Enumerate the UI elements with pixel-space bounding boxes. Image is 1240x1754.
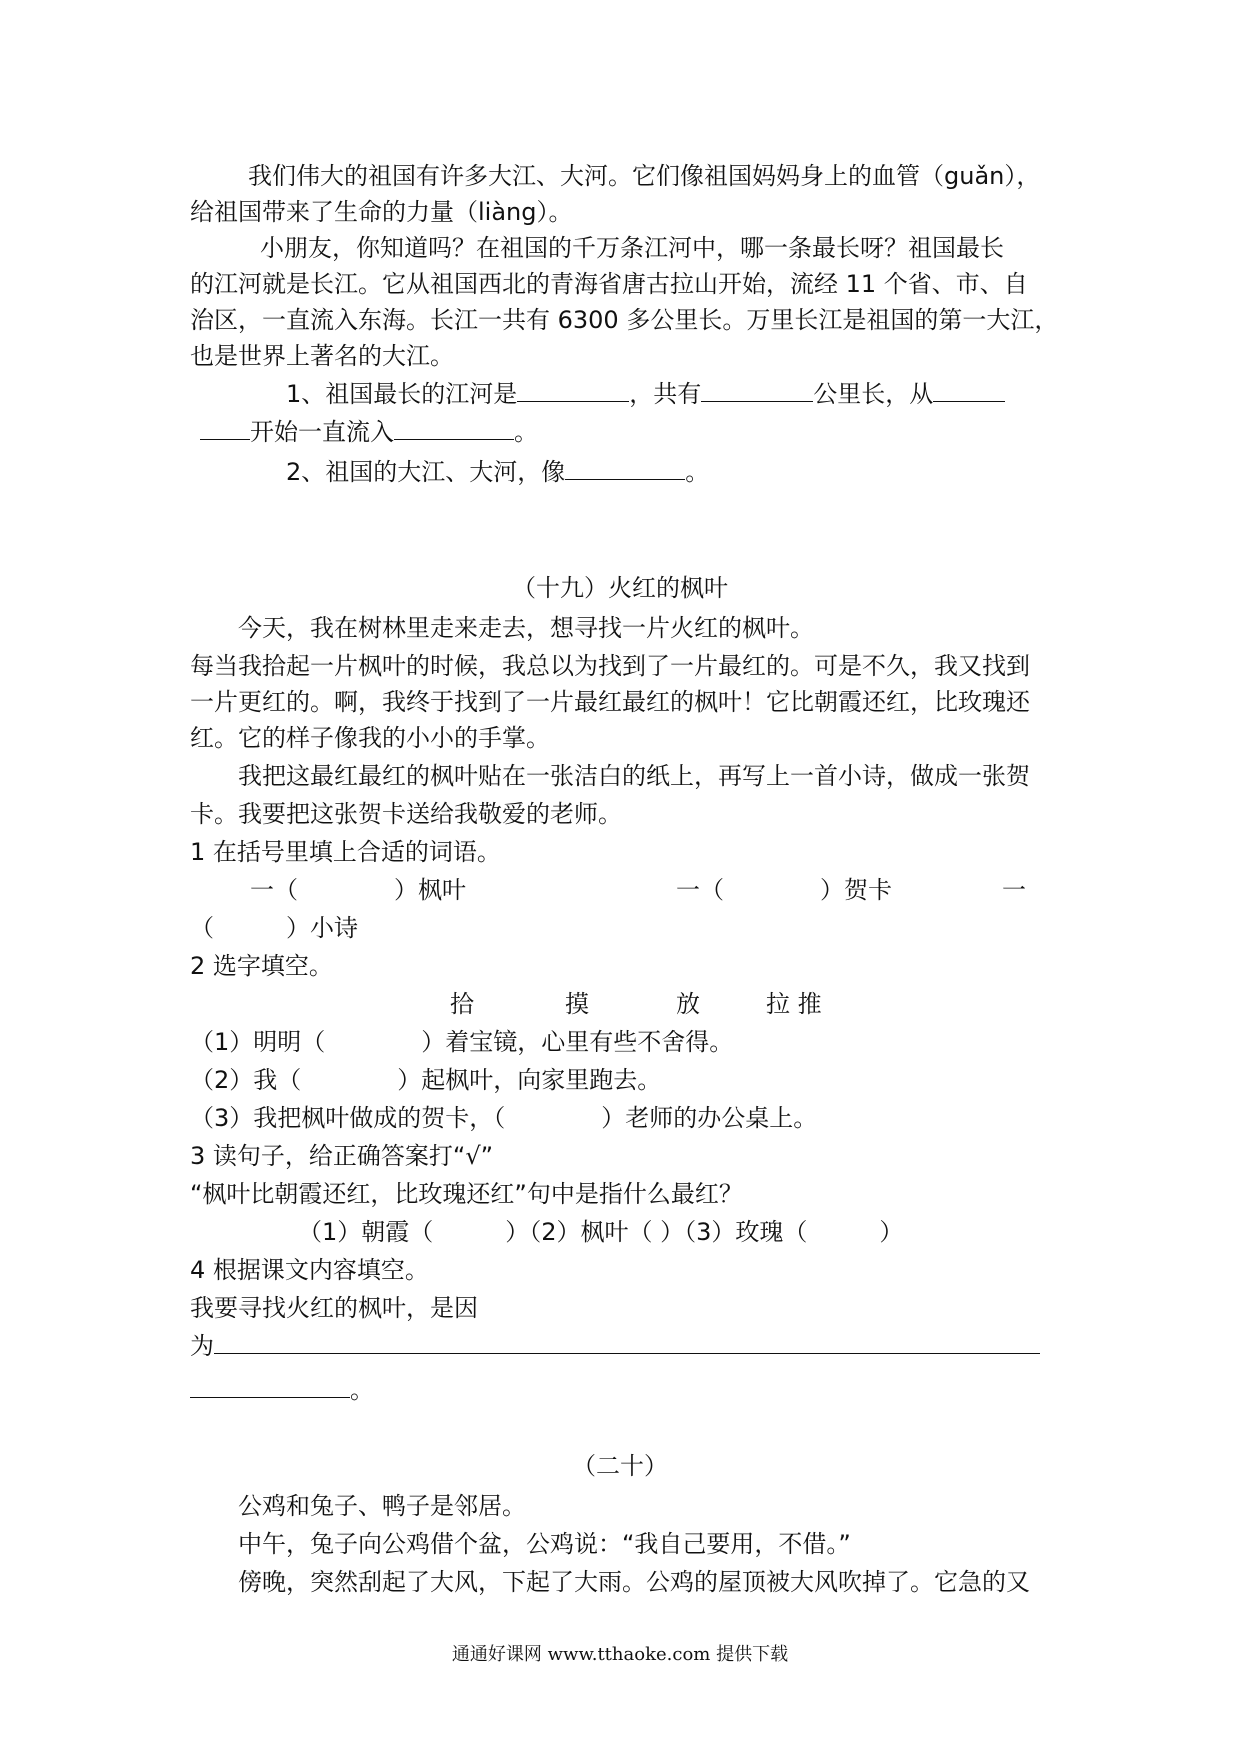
question-text: 开始一直流入 [250, 418, 394, 446]
passage-line: 也是世界上著名的大江。 [190, 342, 454, 370]
passage-line: 中午，兔子向公鸡借个盆，公鸡说：“我自己要用，不借。” [238, 1530, 851, 1558]
question-text: 为 [190, 1332, 214, 1360]
question-4-answer [190, 1328, 1040, 1364]
answer-options[interactable]: （1）朝霞（ ）（2）枫叶（ ）（3）玫瑰（ ） [298, 1218, 904, 1246]
passage-line: 给祖国带来了生命的力量（liàng）。 [190, 198, 573, 226]
page-footer: 通通好课网 www.tthaoke.com 提供下载 [451, 1644, 789, 1665]
question-heading: 3 读句子，给正确答案打“√” [190, 1142, 494, 1170]
fill-item[interactable]: 一（ ）枫叶 [250, 876, 466, 904]
passage-line: 小朋友，你知道吗？在祖国的千万条江河中，哪一条最长呀？祖国最长 [260, 234, 1004, 262]
passage-line: 傍晚，突然刮起了大风，下起了大雨。公鸡的屋顶被大风吹掉了。它急的又 [238, 1568, 1030, 1596]
fill-item[interactable]: （1）明明（ ）着宝镜，心里有些不舍得。 [190, 1028, 734, 1056]
answer-blank[interactable] [200, 415, 250, 440]
answer-blank[interactable] [517, 377, 629, 402]
passage-line: 一片更红的。啊，我终于找到了一片最红最红的枫叶！它比朝霞还红，比玫瑰还 [190, 688, 1030, 716]
question-text: 公里长，从 [813, 380, 934, 408]
question-1-cont [200, 414, 538, 450]
passage-line: 我把这最红最红的枫叶贴在一张洁白的纸上，再写上一首小诗，做成一张贺 [238, 762, 1030, 790]
question-sentence: “枫叶比朝霞还红，比玫瑰还红”句中是指什么最红？ [190, 1180, 743, 1208]
fill-item[interactable]: 一（ ）贺卡 [676, 876, 892, 904]
answer-blank[interactable] [190, 1373, 350, 1398]
answer-blank[interactable] [933, 377, 1005, 402]
question-text: 1、祖国最长的江河是 [286, 380, 518, 408]
question-text: ，共有 [629, 380, 702, 408]
question-text: 。 [514, 418, 538, 446]
fill-item[interactable]: （ ）小诗 [190, 914, 358, 942]
passage-line: 的江河就是长江。它从祖国西北的青海省唐古拉山开始，流经 11 个省、市、自 [190, 270, 1028, 298]
passage-line: 我们伟大的祖国有许多大江、大河。它们像祖国妈妈身上的血管（guǎn）， [248, 162, 1041, 190]
choice-word: 拾 [450, 990, 474, 1018]
passage-line: 红。它的样子像我的小小的手掌。 [190, 724, 550, 752]
question-text: 。 [350, 1376, 374, 1404]
passage-line: 每当我拾起一片枫叶的时候，我总以为找到了一片最红的。可是不久，我又找到 [190, 652, 1030, 680]
answer-blank[interactable] [214, 1329, 1040, 1354]
question-heading: 1 在括号里填上合适的词语。 [190, 838, 501, 866]
fill-item[interactable]: （3）我把枫叶做成的贺卡，（ ）老师的办公桌上。 [190, 1104, 818, 1132]
question-1 [286, 376, 1005, 412]
choice-word: 摸 [565, 990, 589, 1018]
answer-blank[interactable] [394, 415, 514, 440]
choice-word: 拉 推 [766, 990, 822, 1018]
question-text: 2、祖国的大江、大河，像 [286, 458, 566, 486]
answer-blank[interactable] [701, 377, 813, 402]
passage-line: 公鸡和兔子、鸭子是邻居。 [238, 1492, 526, 1520]
passage-line: 卡。我要把这张贺卡送给我敬爱的老师。 [190, 800, 622, 828]
question-text: 。 [685, 458, 710, 486]
question-sentence: 我要寻找火红的枫叶，是因 [190, 1294, 478, 1322]
section-title: （十九）火红的枫叶 [512, 574, 728, 602]
fill-item[interactable]: （2）我（ ）起枫叶，向家里跑去。 [190, 1066, 662, 1094]
fill-item: 一 [1002, 876, 1026, 904]
question-4-answer-cont [190, 1372, 374, 1408]
answer-blank[interactable] [565, 455, 685, 480]
question-heading: 2 选字填空。 [190, 952, 333, 980]
passage-line: 治区，一直流入东海。长江一共有 6300 多公里长。万里长江是祖国的第一大江， [190, 306, 1059, 334]
choice-word: 放 [676, 990, 700, 1018]
section-title: （二十） [572, 1452, 668, 1480]
passage-line: 今天，我在树林里走来走去，想寻找一片火红的枫叶。 [238, 614, 814, 642]
question-2 [286, 454, 709, 490]
question-heading: 4 根据课文内容填空。 [190, 1256, 429, 1284]
